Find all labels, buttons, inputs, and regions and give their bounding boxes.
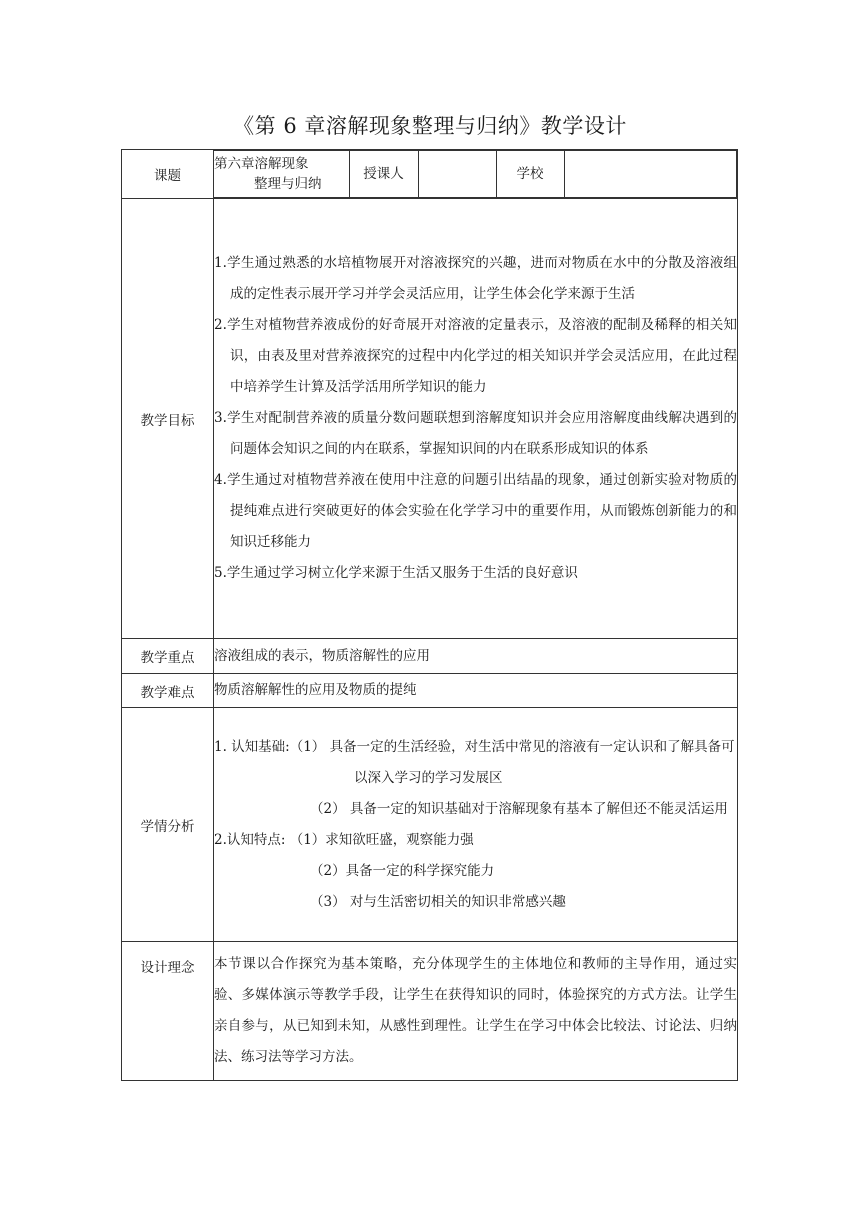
course-label: 课题 [122, 150, 214, 199]
school-label: 学校 [496, 151, 564, 198]
goals-row [122, 199, 738, 639]
difficulties-text: 物质溶解解性的应用及物质的提纯 [214, 674, 738, 708]
teacher-label: 授课人 [349, 151, 418, 198]
goal-item: 4.学生通过对植物营养液在使用中注意的问题引出结晶的现象，通过创新实验对物质的提纯难点进行突破更好的体会实验在化学学习中的重要作用，从而锻炼创新能力的和知识迁移能力 [214, 472, 737, 550]
goals-content [214, 199, 738, 639]
analysis-content [214, 708, 738, 942]
page-title: 《第 6 章溶解现象整理与归纳》教学设计 [233, 114, 627, 138]
header-cells [214, 150, 738, 199]
goal-item: 2.学生对植物营养液成份的好奇展开对溶液的定量表示，及溶液的配制及稀释的相关知识，由表及里对营养液探究的过程中内化学过的相关知识并学会灵活应用，在此过程中培养学生计算及活学活用所学知识的能力 [214, 317, 737, 395]
analysis-row [122, 708, 738, 942]
lesson-plan-table [121, 149, 738, 1081]
design-row [122, 942, 738, 1081]
key-points-row [122, 639, 738, 674]
goal-item: 3.学生对配制营养液的质量分数问题联想到溶解度知识并会应用溶解度曲线解决遇到的问题体会知识之间的内在联系，掌握知识间的内在联系形成知识的体系 [214, 410, 737, 457]
header-row [122, 150, 738, 199]
key-points-text: 溶液组成的表示，物质溶解性的应用 [214, 639, 738, 674]
course-name-cell [214, 151, 349, 198]
school-value [564, 151, 737, 198]
goal-item: 1.学生通过熟悉的水培植物展开对溶液探究的兴趣，进而对物质在水中的分散及溶液组成的定性表示展开学习并学会灵活应用，让学生体会化学来源于生活 [214, 255, 737, 302]
analysis-trait-2: （2）具备一定的科学探究能力 [310, 862, 495, 879]
analysis-trait-1: 2.认知特点: （1）求知欲旺盛，观察能力强 [214, 831, 474, 848]
design-text: 本节课以合作探究为基本策略，充分体现学生的主体地位和教师的主导作用，通过实验、多媒体演示等教学手段，让学生在获得知识的同时，体验探究的方式方法。让学生亲自参与，从已知到未知，从感性到理性。让学生在学习中体会比较法、讨论法、归纳法、练习法等学习方法。 [214, 942, 738, 1081]
analysis-trait-3: （3） 对与生活密切相关的知识非常感兴趣 [310, 893, 566, 910]
header-inner-table [214, 150, 737, 198]
difficulties-row [122, 674, 738, 708]
key-points-label: 教学重点 [122, 639, 214, 674]
goal-item: 5.学生通过学习树立化学来源于生活又服务于生活的良好意识 [214, 565, 578, 581]
teacher-value [418, 151, 496, 198]
design-label: 设计理念 [122, 942, 214, 1081]
difficulties-label: 教学难点 [122, 674, 214, 708]
course-name-line1: 第六章溶解现象 [214, 156, 309, 172]
course-name-line2: 整理与归纳 [254, 176, 322, 192]
analysis-basis-2: （2） 具备一定的知识基础对于溶解现象有基本了解但还不能灵活运用 [310, 800, 728, 817]
analysis-basis-1: 1. 认知基础:（1） 具备一定的生活经验，对生活中常见的溶液有一定认识和了解具备可以深入学习的学习发展区 [214, 738, 735, 786]
goals-label: 教学目标 [122, 199, 214, 639]
analysis-label: 学情分析 [122, 708, 214, 942]
